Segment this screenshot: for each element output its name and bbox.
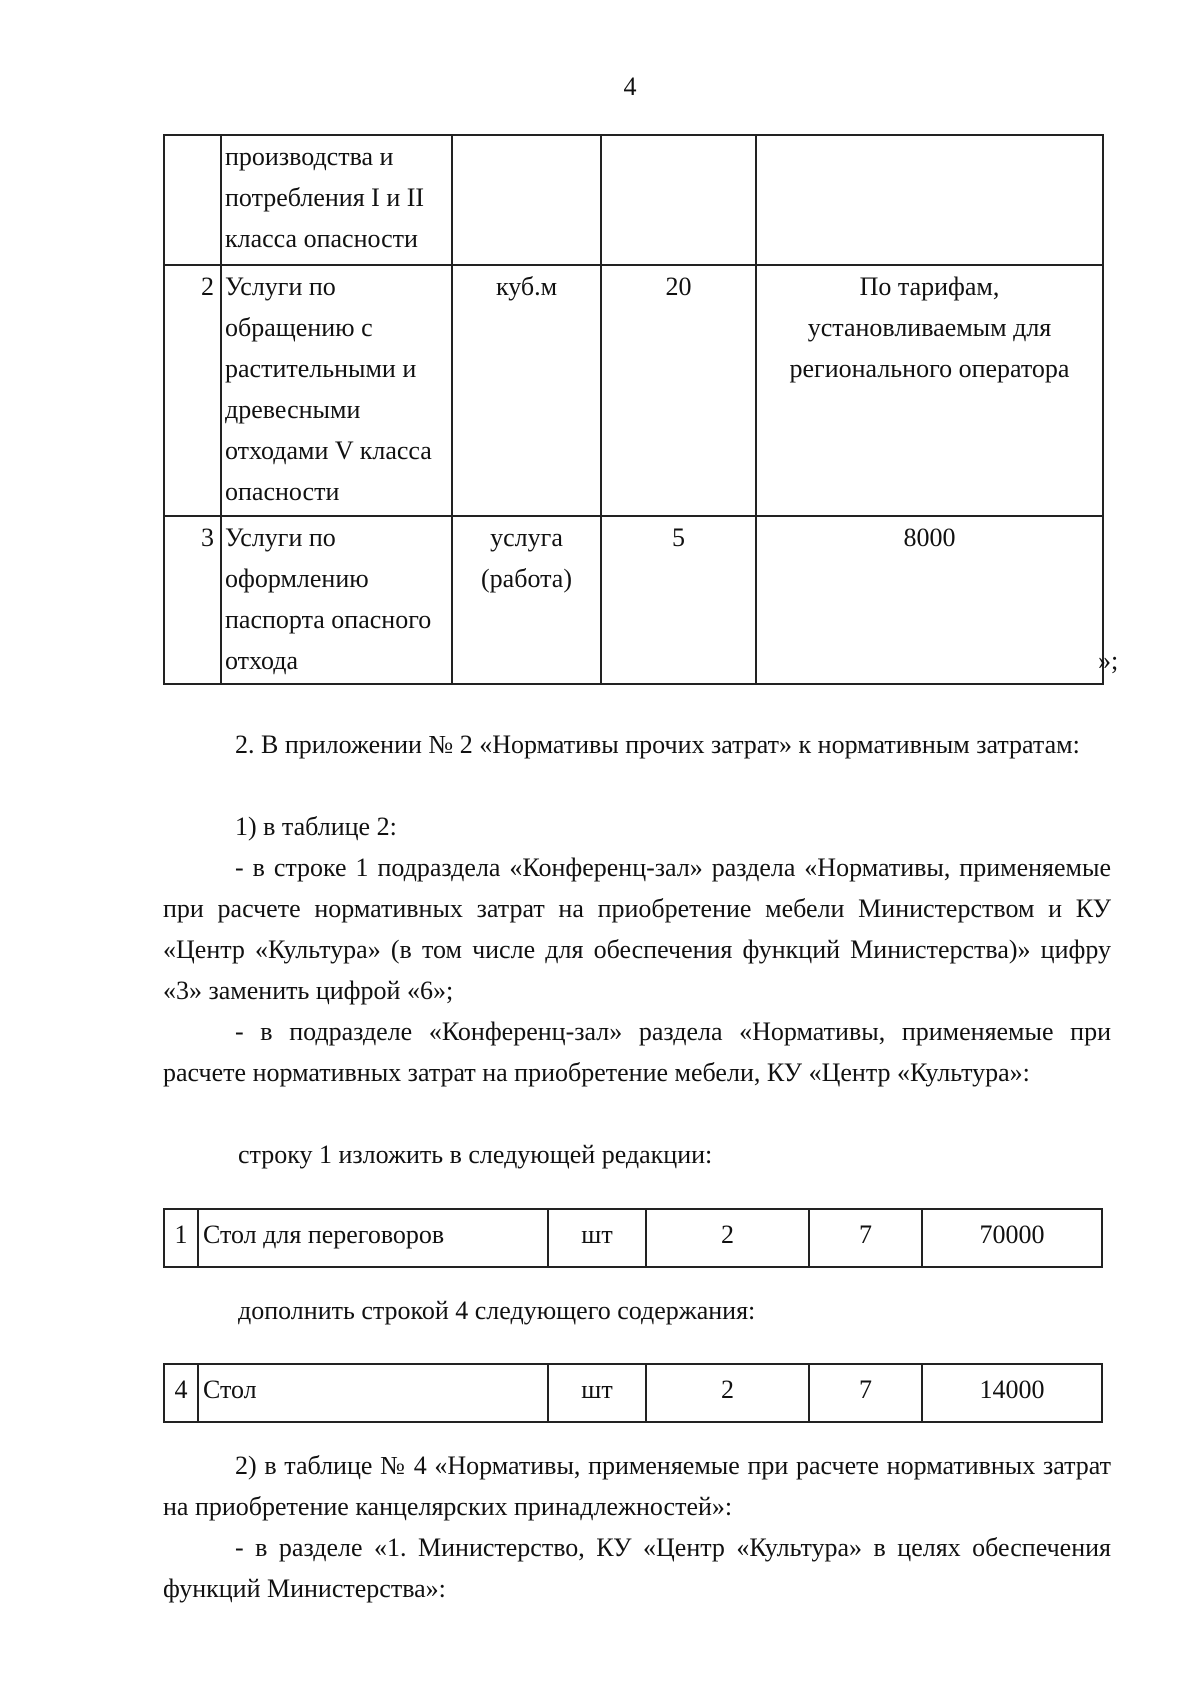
- years-cell: 7: [809, 1364, 922, 1422]
- paragraph-section-1: - в разделе «1. Министерство, КУ «Центр «Культура» в целях обеспечения функций Министерства»:: [163, 1533, 1111, 1603]
- unit-cell: шт: [548, 1209, 646, 1267]
- quantity-cell: 2: [646, 1364, 809, 1422]
- paragraph-change-row-1: - в строке 1 подраздела «Конференц-зал» раздела «Нормативы, применяемые при расчете нормативных затрат на приобретение мебели Министерством и КУ «Центр «Культура» (в том числе для обеспечения функций Министерства)» цифру «3» заменить цифрой «6»;: [163, 853, 1111, 1005]
- price-cell: 70000: [922, 1209, 1102, 1267]
- row-number: [164, 135, 221, 265]
- quantity-cell: 2: [646, 1209, 809, 1267]
- quantity-cell: 5: [601, 516, 756, 684]
- row-number: 1: [164, 1209, 198, 1267]
- table-row: [164, 1209, 1102, 1267]
- quantity-cell: [601, 135, 756, 265]
- price-cell: По тарифам, установливаемым для регионального оператора: [756, 265, 1103, 516]
- service-name: производства и потребления I и II класса опасности: [221, 135, 452, 265]
- unit-cell: шт: [548, 1364, 646, 1422]
- paragraph-add-row-4: дополнить строкой 4 следующего содержания:: [238, 1296, 756, 1325]
- table-row: [164, 1364, 1102, 1422]
- paragraph-row-1-edit: строку 1 изложить в следующей редакции:: [238, 1140, 713, 1169]
- table-row: [164, 516, 1103, 684]
- service-name: Услуги по обращению с растительными и древесными отходами V класса опасности: [221, 265, 452, 516]
- unit-cell: куб.м: [452, 265, 601, 516]
- row-number: 4: [164, 1364, 198, 1422]
- row-number: 3: [164, 516, 221, 684]
- table-row: [164, 135, 1103, 265]
- closing-quote-mark: »;: [1098, 646, 1119, 675]
- table-row: [164, 265, 1103, 516]
- paragraph-subitem-2: 2) в таблице № 4 «Нормативы, применяемые при расчете нормативных затрат на приобретение канцелярских принадлежностей»:: [163, 1451, 1111, 1521]
- service-name: Услуги по оформлению паспорта опасного отхода: [221, 516, 452, 684]
- item-name: Стол для переговоров: [198, 1209, 548, 1267]
- paragraph-subitem-1: 1) в таблице 2:: [235, 812, 397, 841]
- row-number: 2: [164, 265, 221, 516]
- services-table: [163, 134, 1104, 685]
- row-1-table: [163, 1208, 1103, 1268]
- years-cell: 7: [809, 1209, 922, 1267]
- page-number: 4: [623, 72, 637, 101]
- quantity-cell: 20: [601, 265, 756, 516]
- row-4-table: [163, 1363, 1103, 1423]
- item-name: Стол: [198, 1364, 548, 1422]
- price-cell: [756, 135, 1103, 265]
- unit-cell: услуга (работа): [452, 516, 601, 684]
- paragraph-conference-hall: - в подразделе «Конференц-зал» раздела «Нормативы, применяемые при расчете нормативных затрат на приобретение мебели, КУ «Центр «Культура»:: [163, 1017, 1111, 1087]
- paragraph-item-2: 2. В приложении № 2 «Нормативы прочих затрат» к нормативным затратам:: [235, 730, 1080, 759]
- unit-cell: [452, 135, 601, 265]
- price-cell: 8000: [756, 516, 1103, 684]
- price-cell: 14000: [922, 1364, 1102, 1422]
